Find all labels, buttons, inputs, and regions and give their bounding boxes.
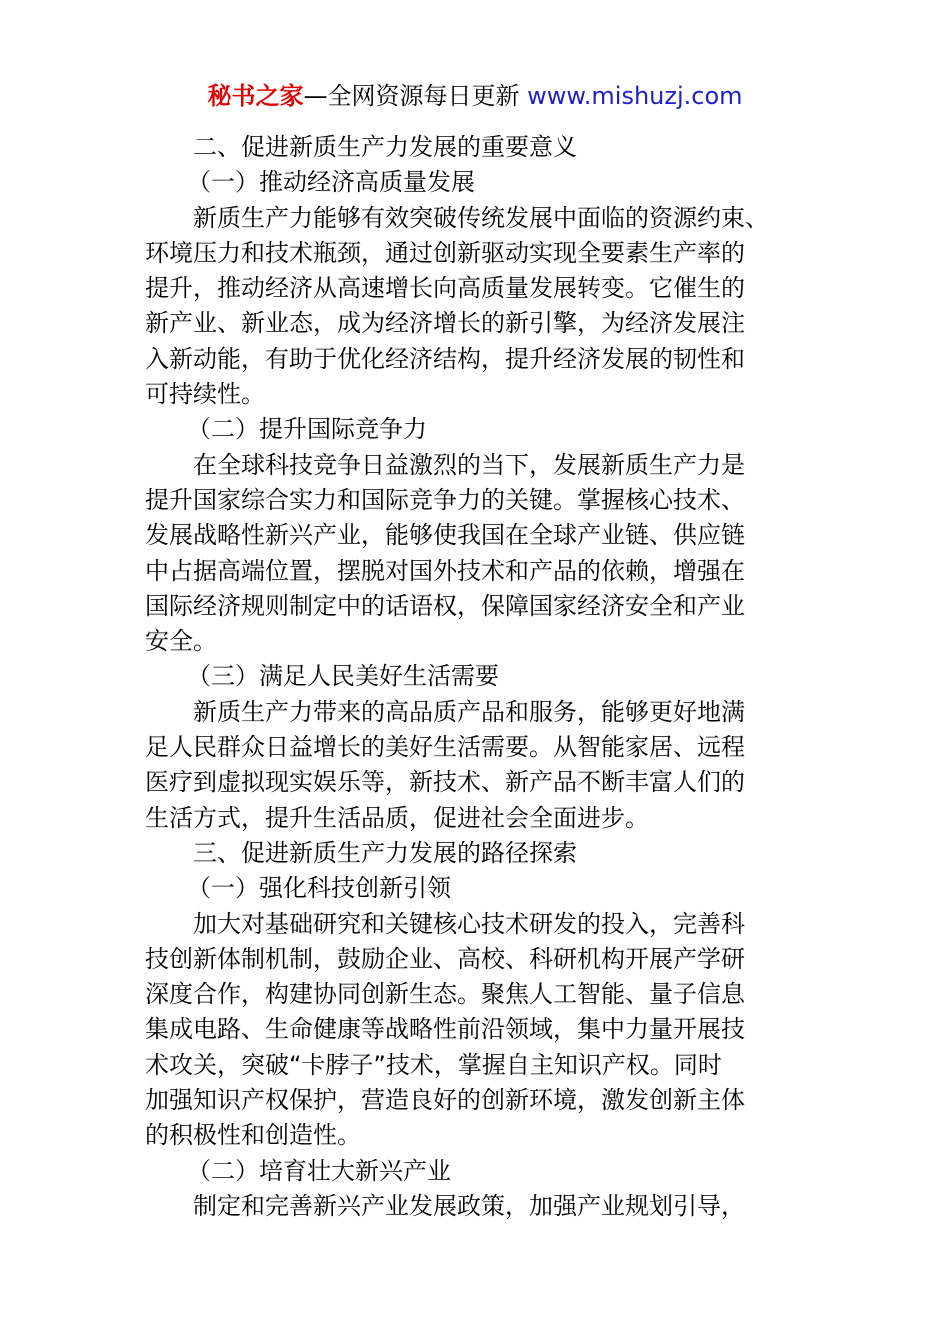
document-body: [145, 130, 807, 1224]
paragraph-line: 的积极性和创造性。: [145, 1121, 361, 1150]
paragraph-line: 安全。: [145, 627, 217, 656]
paragraph-line: 中占据高端位置，摆脱对国外技术和产品的依赖，增强在: [145, 556, 745, 585]
paragraph-line: 加大对基础研究和关键核心技术研发的投入，完善科: [193, 909, 745, 938]
header-tagline: —全网资源每日更新: [303, 82, 528, 110]
paragraph-line: 术攻关，突破“卡脖子”技术，掌握自主知识产权。同时: [145, 1050, 722, 1079]
paragraph-line: 新产业、新业态，成为经济增长的新引擎，为经济发展注: [145, 309, 745, 338]
paragraph-line: 深度合作，构建协同创新生态。聚焦人工智能、量子信息: [145, 980, 745, 1009]
section-heading: 二、促进新质生产力发展的重要意义: [193, 133, 577, 161]
subsection-heading: （二）培育壮大新兴产业: [187, 1156, 451, 1185]
paragraph-line: 环境压力和技术瓶颈，通过创新驱动实现全要素生产率的: [145, 238, 745, 267]
paragraph-line: 提升，推动经济从高速增长向高质量发展转变。它催生的: [145, 274, 745, 303]
paragraph-line: 新质生产力能够有效突破传统发展中面临的资源约束、: [193, 203, 769, 232]
subsection-heading: （一）强化科技创新引领: [187, 874, 451, 903]
paragraph-line: 入新动能，有助于优化经济结构，提升经济发展的韧性和: [145, 344, 745, 373]
document-header: [0, 78, 950, 114]
paragraph-line: 发展战略性新兴产业，能够使我国在全球产业链、供应链: [145, 521, 745, 550]
paragraph-line: 集成电路、生命健康等战略性前沿领域，集中力量开展技: [145, 1015, 745, 1044]
paragraph-line: 制定和完善新兴产业发展政策，加强产业规划引导，: [193, 1191, 745, 1220]
section-heading: 三、促进新质生产力发展的路径探索: [193, 838, 577, 867]
subsection-heading: （一）推动经济高质量发展: [187, 168, 475, 197]
paragraph-line: 生活方式，提升生活品质，促进社会全面进步。: [145, 803, 649, 832]
subsection-heading: （三）满足人民美好生活需要: [187, 662, 499, 691]
paragraph-line: 新质生产力带来的高品质产品和服务，能够更好地满: [193, 697, 745, 726]
paragraph-line: 技创新体制机制，鼓励企业、高校、科研机构开展产学研: [145, 944, 745, 973]
paragraph-line: 足人民群众日益增长的美好生活需要。从智能家居、远程: [145, 733, 745, 762]
paragraph-line: 提升国家综合实力和国际竞争力的关键。掌握核心技术、: [145, 485, 745, 514]
paragraph-line: 可持续性。: [145, 380, 265, 409]
paragraph-line: 加强知识产权保护，营造良好的创新环境，激发创新主体: [145, 1086, 745, 1115]
site-url: www.mishuzj.com: [527, 82, 743, 110]
brand-name: 秘书之家: [207, 82, 304, 110]
paragraph-line: 在全球科技竞争日益激烈的当下，发展新质生产力是: [193, 450, 745, 479]
paragraph-line: 医疗到虚拟现实娱乐等，新技术、新产品不断丰富人们的: [145, 768, 745, 797]
paragraph-line: 国际经济规则制定中的话语权，保障国家经济安全和产业: [145, 591, 745, 620]
subsection-heading: （二）提升国际竞争力: [187, 415, 427, 444]
